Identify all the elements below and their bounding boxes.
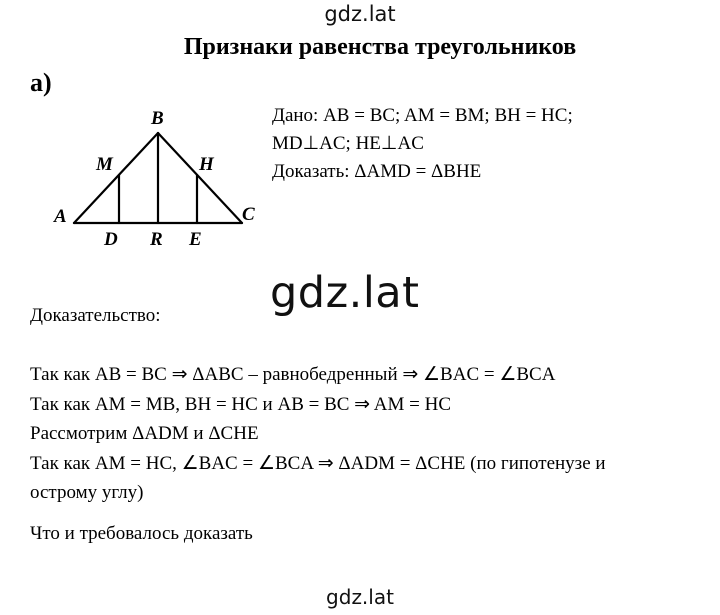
point-label-r: R xyxy=(150,229,163,250)
given-block xyxy=(272,102,573,186)
point-label-c: C xyxy=(242,204,255,225)
given-line-3: Доказать: ΔAMD = ΔBHE xyxy=(272,161,482,182)
proof-line-4: Так как AM = HC, ∠BAC = ∠BCA ⇒ ΔADM = ΔCHE (по гипотенузе и xyxy=(30,452,606,474)
part-label: а) xyxy=(30,68,52,97)
proof-line-3: Рассмотрим ΔADM и ΔCHE xyxy=(30,423,259,444)
side-ab xyxy=(74,133,158,223)
proof-line-2: Так как AM = MB, BH = HC и AB = BC ⇒ AM = HC xyxy=(30,393,452,415)
watermark-middle: gdz.lat xyxy=(270,268,420,318)
given-line-2: MD⊥AC; HE⊥AC xyxy=(272,133,424,154)
proof-conclusion: Что и требовалось доказать xyxy=(30,523,253,544)
point-label-h: H xyxy=(199,154,214,175)
point-label-d: D xyxy=(104,229,118,250)
point-label-b: B xyxy=(151,108,164,129)
triangle-figure xyxy=(0,0,270,260)
proof-label: Доказательство: xyxy=(30,305,161,326)
watermark-bottom: gdz.lat xyxy=(326,585,394,609)
proof-lines xyxy=(30,360,606,508)
point-label-a: A xyxy=(54,206,67,227)
point-label-e: E xyxy=(189,229,202,250)
page-title: Признаки равенства треугольников xyxy=(183,34,577,60)
proof-line-1: Так как AB = BC ⇒ ΔABC – равнобедренный ⇒ ∠BAC = ∠BCA xyxy=(30,364,556,385)
point-label-m: M xyxy=(96,154,113,175)
proof-line-5: острому углу) xyxy=(30,482,144,503)
side-bc xyxy=(158,133,242,223)
given-line-1: Дано: AB = BC; AM = BM; BH = HC; xyxy=(272,105,573,126)
watermark-top: gdz.lat xyxy=(324,2,396,26)
